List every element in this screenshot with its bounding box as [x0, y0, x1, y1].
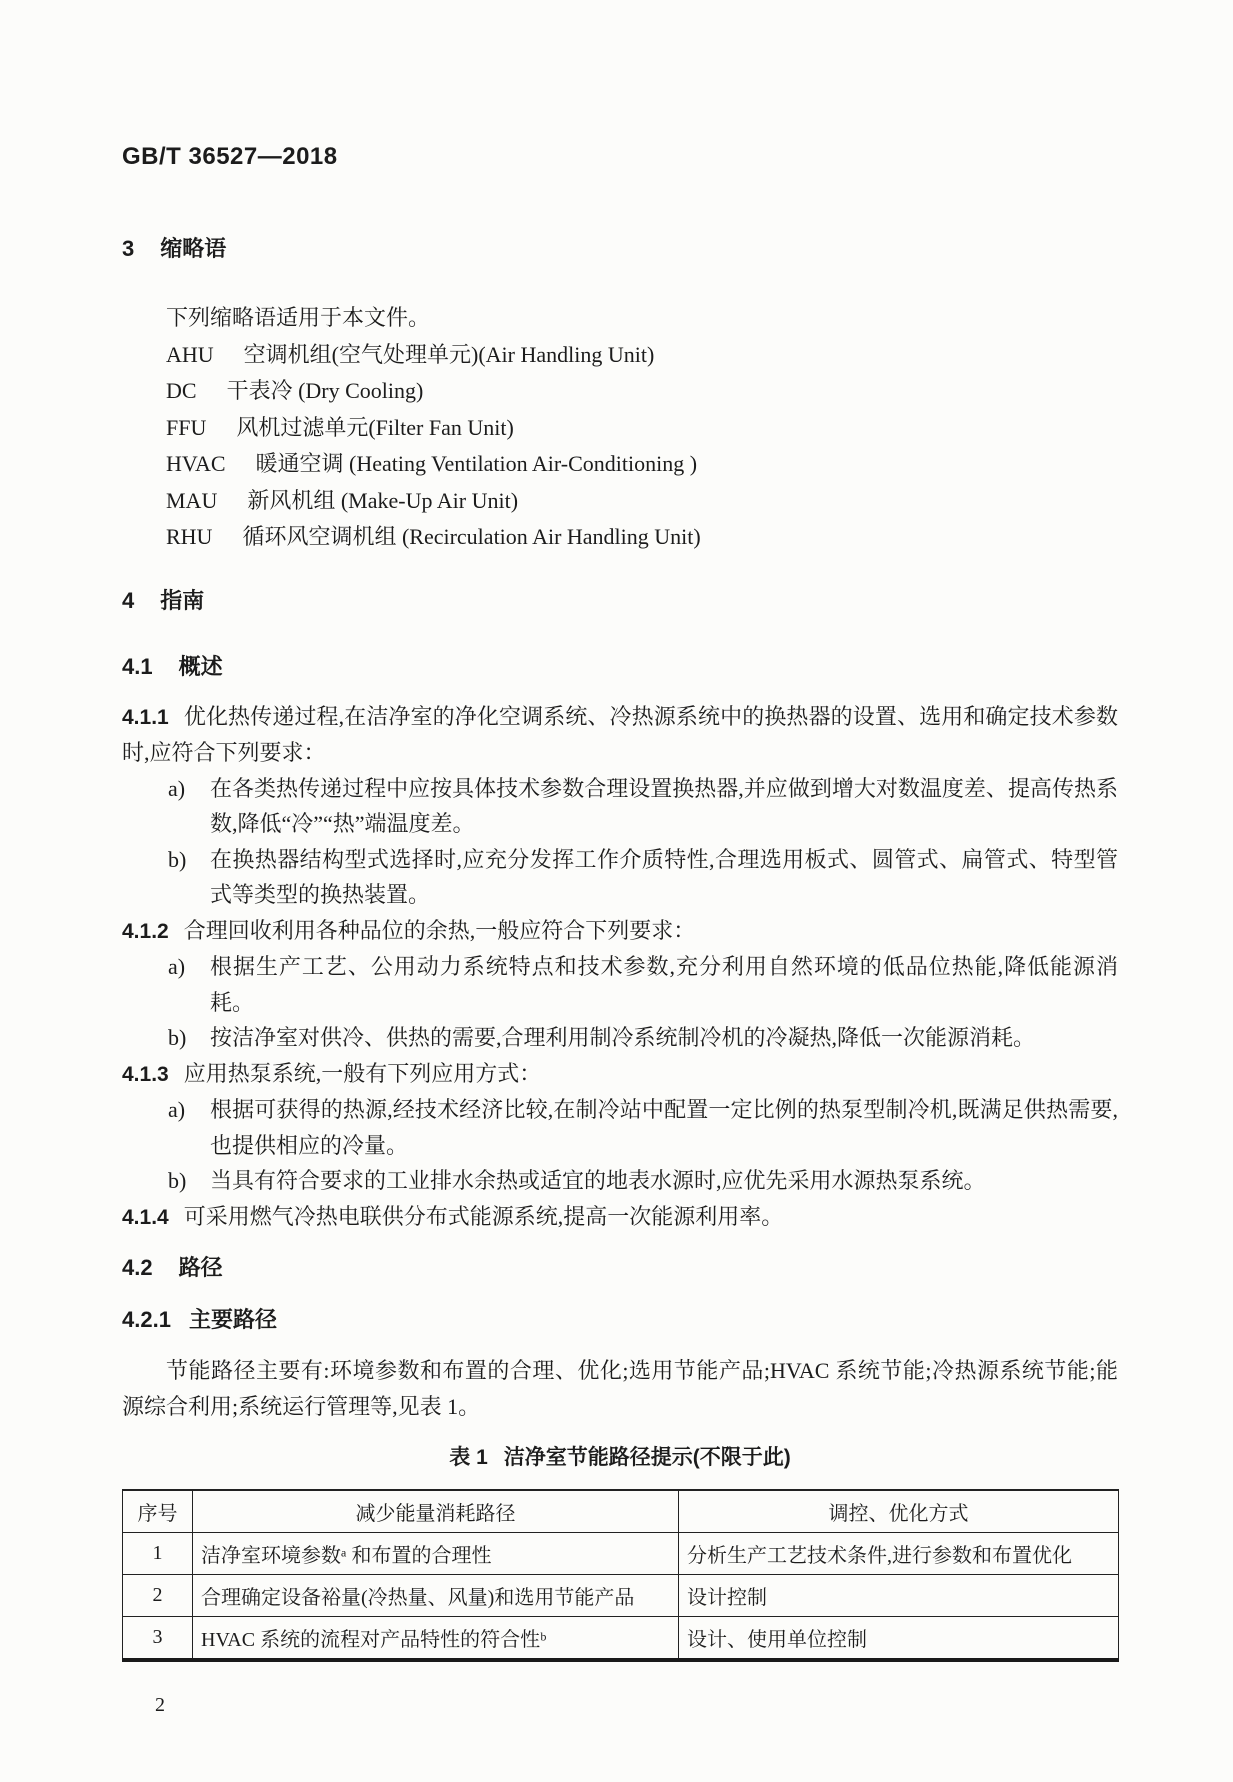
clause-4-1-2-item-b — [122, 1020, 1118, 1056]
item-label: a) — [168, 1097, 186, 1122]
clause-4-1-3 — [122, 1056, 1118, 1093]
abbreviation-item — [122, 337, 1118, 374]
clause-text: 可采用燃气冷热电联供分布式能源系统,提高一次能源利用率。 — [183, 1203, 784, 1229]
item-text: 在各类热传递过程中应按具体技术参数合理设置换热器,并应做到增大对数温度差、提高传热系数,降低“冷”“热”端温度差。 — [210, 775, 1118, 836]
page-content — [122, 0, 1118, 1718]
clause-number: 4.1.2 — [122, 919, 169, 943]
abbreviation-item — [122, 410, 1118, 447]
item-text: 在换热器结构型式选择时,应充分发挥工作介质特性,合理选用板式、圆管式、扁管式、特型管式等类型的换热装置。 — [210, 846, 1118, 907]
abbreviation-definition: 空调机组(空气处理单元)(Air Handling Unit) — [243, 341, 655, 367]
page-number: 2 — [155, 1694, 165, 1716]
section-title: 概述 — [178, 653, 223, 679]
clause-4-1-2 — [122, 913, 1118, 950]
item-text: 根据生产工艺、公用动力系统特点和技术参数,充分利用自然环境的低品位热能,降低能源消耗。 — [210, 954, 1118, 1015]
clause-4-1-2-item-a — [122, 949, 1118, 1020]
table-header-row — [123, 1490, 1119, 1533]
table-row — [123, 1575, 1119, 1617]
section-4-2-heading — [122, 1253, 1118, 1283]
abbreviation-definition: 干表冷 (Dry Cooling) — [226, 378, 424, 403]
abbreviation-item — [122, 373, 1118, 410]
section-number: 3 — [122, 236, 135, 261]
cell-no: 2 — [123, 1575, 193, 1617]
clause-4-1-3-item-b — [122, 1163, 1118, 1199]
table-1 — [122, 1489, 1119, 1662]
cell-no: 1 — [123, 1533, 193, 1575]
clause-4-1-4 — [122, 1199, 1118, 1236]
table-title-text: 洁净室节能路径提示(不限于此) — [503, 1446, 791, 1469]
cell-method: 设计控制 — [679, 1575, 1119, 1617]
clause-4-1-1-item-b — [122, 842, 1118, 913]
abbreviation-item — [122, 446, 1118, 483]
clause-4-1-1 — [122, 699, 1118, 771]
cell-method: 分析生产工艺技术条件,进行参数和布置优化 — [679, 1533, 1119, 1575]
section-number: 4.2 — [122, 1255, 153, 1280]
clause-text: 优化热传递过程,在洁净室的净化空调系统、冷热源系统中的换热器的设置、选用和确定技术参数时,应符合下列要求： — [122, 703, 1118, 765]
abbreviation-code: DC — [166, 378, 197, 403]
cell-path: HVAC 系统的流程对产品特性的符合性ᵇ — [193, 1617, 679, 1661]
abbreviation-code: MAU — [166, 487, 218, 513]
abbreviation-item — [122, 483, 1118, 520]
section-4-heading — [122, 586, 1118, 616]
clause-number: 4.1.4 — [122, 1205, 169, 1229]
abbreviation-definition: 风机过滤单元(Filter Fan Unit) — [236, 414, 514, 440]
section-number: 4.2.1 — [122, 1307, 171, 1332]
item-label: b) — [168, 1025, 187, 1050]
table-row — [123, 1533, 1119, 1575]
section-number: 4.1 — [122, 653, 153, 679]
abbreviations-intro: 下列缩略语适用于本文件。 — [166, 305, 431, 330]
item-label: b) — [168, 1168, 187, 1193]
section-title: 指南 — [160, 587, 205, 613]
section-number: 4 — [122, 587, 135, 613]
clause-text: 应用热泵系统,一般有下列应用方式： — [183, 1060, 542, 1086]
section-4-2-1-heading — [122, 1305, 1118, 1335]
cell-path: 洁净室环境参数ᵃ 和布置的合理性 — [193, 1533, 679, 1575]
cell-no: 3 — [123, 1617, 193, 1661]
section-3-heading — [122, 234, 1118, 264]
header-path: 减少能量消耗路径 — [193, 1490, 679, 1533]
section-title: 主要路径 — [188, 1307, 277, 1332]
section-title: 缩略语 — [160, 236, 227, 261]
clause-number: 4.1.3 — [122, 1062, 169, 1086]
clause-number: 4.1.1 — [122, 705, 169, 729]
section-4-2-1-paragraph: 节能路径主要有:环境参数和布置的合理、优化;选用节能产品;HVAC 系统节能;冷热源系统节能;能源综合利用;系统运行管理等,见表 1。 — [122, 1358, 1118, 1419]
clause-text: 合理回收利用各种品位的余热,一般应符合下列要求： — [183, 917, 696, 943]
item-label: a) — [168, 775, 186, 801]
abbreviation-definition: 暖通空调 (Heating Ventilation Air-Conditioning ) — [255, 451, 698, 476]
item-text: 当具有符合要求的工业排水余热或适宜的地表水源时,应优先采用水源热泵系统。 — [210, 1168, 986, 1193]
abbreviation-code: RHU — [166, 524, 213, 549]
item-label: b) — [168, 846, 187, 872]
section-4-1-heading — [122, 652, 1118, 682]
abbreviation-definition: 循环风空调机组 (Recirculation Air Handling Unit) — [242, 524, 701, 549]
abbreviation-code: AHU — [166, 341, 214, 367]
clause-4-1-1-item-a — [122, 771, 1118, 842]
abbreviation-item — [122, 519, 1118, 556]
abbreviation-definition: 新风机组 (Make-Up Air Unit) — [247, 487, 519, 513]
table-1-title — [122, 1443, 1118, 1473]
header-no: 序号 — [123, 1490, 193, 1533]
clauses-block — [122, 699, 1118, 1236]
abbreviations-block — [122, 300, 1118, 556]
document-code: GB/T 36527—2018 — [122, 143, 338, 170]
abbreviation-code: FFU — [166, 414, 207, 440]
clause-4-1-3-item-a — [122, 1092, 1118, 1163]
section-title: 路径 — [178, 1255, 223, 1280]
item-label: a) — [168, 954, 186, 979]
table-row — [123, 1617, 1119, 1661]
abbreviation-code: HVAC — [166, 451, 226, 476]
header-method: 调控、优化方式 — [679, 1490, 1119, 1533]
cell-method: 设计、使用单位控制 — [679, 1617, 1119, 1661]
cell-path: 合理确定设备裕量(冷热量、风量)和选用节能产品 — [193, 1575, 679, 1617]
item-text: 根据可获得的热源,经技术经济比较,在制冷站中配置一定比例的热泵型制冷机,既满足供热需要,也提供相应的冷量。 — [210, 1097, 1118, 1158]
item-text: 按洁净室对供冷、供热的需要,合理利用制冷系统制冷机的冷凝热,降低一次能源消耗。 — [210, 1025, 1036, 1050]
table-label: 表 1 — [449, 1446, 488, 1469]
